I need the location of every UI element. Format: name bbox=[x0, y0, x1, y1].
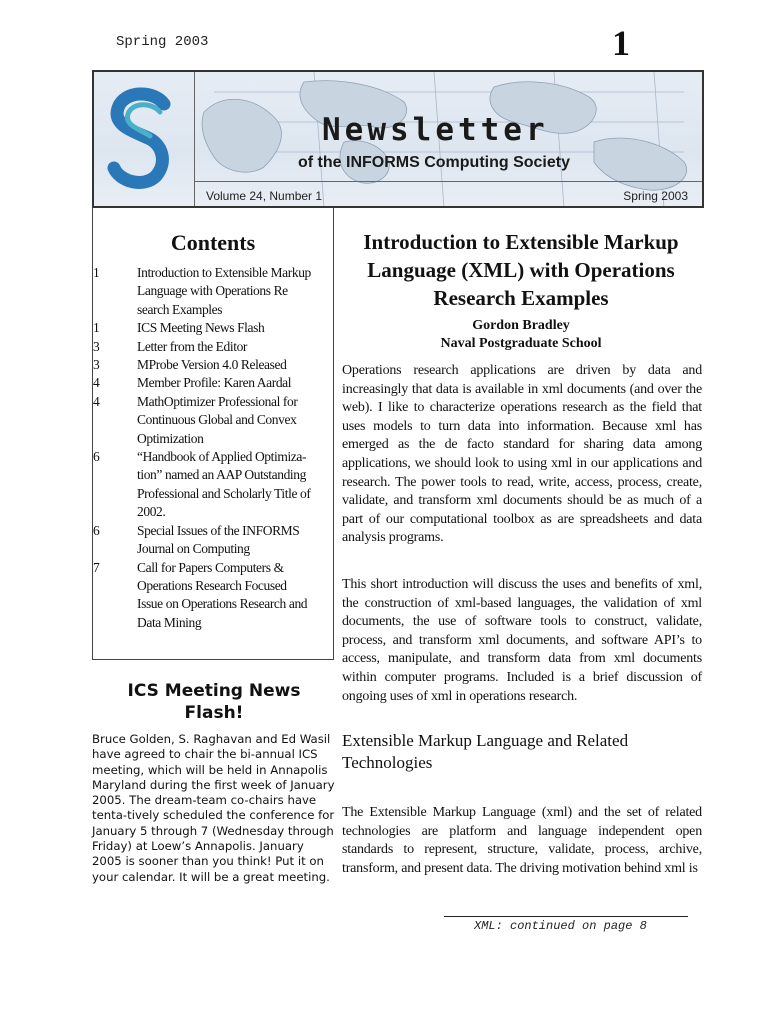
masthead-subtitle: of the INFORMS Computing Society bbox=[298, 154, 570, 171]
contents-item-line: ICS Meeting News Flash bbox=[137, 320, 265, 336]
article-title: Introduction to Extensible Markup Language (XML) with Operations Research Examples bbox=[363, 230, 679, 310]
contents-item-line: 2002. bbox=[137, 504, 166, 520]
article-paragraph-1: Operations research applications are driven by data and increasingly that data is available in xml documents (and over the web). I like to characterize operations research as the field that uses models to turn data into information. Because xml has emerged as the de facto standard for sharing data among applications, we should look to using xml in our applications and research. The power tools to read, write, access, process, create, validate, and transform xml documents should be as much of a part of our computational toolbox as are spreadsheets and data analysis programs. bbox=[342, 363, 702, 546]
contents-heading: Contents bbox=[170, 230, 256, 255]
article-author: Gordon Bradley bbox=[472, 318, 570, 333]
contents-item-line: MathOptimizer Professional for bbox=[137, 393, 298, 409]
contents-item-page: 6 bbox=[93, 449, 100, 465]
contents-item-line: Professional and Scholarly Title of bbox=[137, 485, 311, 501]
contents-list bbox=[93, 264, 331, 632]
contents-item-page: 1 bbox=[93, 320, 100, 336]
contents-item bbox=[93, 319, 331, 337]
contents-item-line: Language with Operations Re bbox=[137, 283, 288, 299]
contents-item-line: Data Mining bbox=[137, 614, 202, 630]
contents-item bbox=[93, 522, 331, 559]
contents-item bbox=[93, 356, 331, 374]
contents-item-page: 7 bbox=[93, 559, 100, 575]
contents-item-line: Member Profile: Karen Aardal bbox=[137, 375, 292, 391]
contents-item-line: search Examples bbox=[137, 301, 223, 317]
contents-item-page: 1 bbox=[93, 265, 100, 280]
masthead bbox=[92, 70, 704, 208]
contents-item-line: Operations Research Focused bbox=[137, 577, 287, 593]
contents-item-line: Introduction to Extensible Markup bbox=[137, 265, 311, 280]
ics-s-logo-icon bbox=[102, 82, 182, 198]
masthead-date: Spring 2003 bbox=[623, 189, 688, 203]
contents-item-line: Call for Papers Computers & bbox=[137, 559, 284, 575]
article-paragraph-3: The Extensible Markup Language (xml) and the set of related technologies are platform and language independent open standards to represent, structure, validate, process, archive, transform, and present data. The driving motivation behind xml is bbox=[342, 805, 702, 876]
ics-flash-title: ICS Meeting News Flash! bbox=[127, 681, 301, 723]
masthead-rule bbox=[194, 181, 702, 182]
contents-item-page: 6 bbox=[93, 522, 100, 538]
contents-item-line: MProbe Version 4.0 Released bbox=[137, 357, 287, 373]
contents-item-line: Continuous Global and Convex bbox=[137, 412, 297, 428]
continued-rule bbox=[444, 916, 688, 917]
continued-note: XML: continued on page 8 bbox=[474, 919, 647, 933]
contents-item-line: Special Issues of the INFORMS bbox=[137, 522, 300, 538]
contents-item-page: 3 bbox=[93, 357, 100, 373]
contents-item-line: Optimization bbox=[137, 430, 204, 446]
contents-item-line: Journal on Computing bbox=[137, 541, 250, 557]
page-number: 1 bbox=[612, 23, 630, 63]
contents-item-page: 4 bbox=[93, 375, 100, 391]
contents-item-line: Letter from the Editor bbox=[137, 338, 248, 354]
ics-flash-body: Bruce Golden, S. Raghavan and Ed Wasil have agreed to chair the bi-annual ICS meeting, which will be held in Annapolis Maryland during the first week of January 2005. The dream-team co-chairs have tenta-tively scheduled the conference for January 5 through 7 (Wednesday through Friday) at Loew’s Annapolis. January 2005 is sooner than you think! Put it on your calendar. It will be a great meeting. bbox=[92, 732, 335, 884]
contents-item-page: 4 bbox=[93, 393, 100, 409]
contents-item bbox=[93, 264, 331, 319]
contents-item bbox=[93, 374, 331, 392]
article-paragraph-2: This short introduction will discuss the uses and benefits of xml, the construction of xml-based languages, the validation of xml documents, the use of software tools to construct, validate, process, and transform xml documents, and software API’s to access, manipulate, and transform data from xml documents within computer programs. Included is a brief discussion of ongoing uses of xml in operations research. bbox=[342, 577, 702, 704]
contents-item bbox=[93, 338, 331, 356]
masthead-volume: Volume 24, Number 1 bbox=[206, 189, 323, 203]
contents-item bbox=[93, 448, 331, 522]
masthead-divider bbox=[194, 72, 195, 206]
article-affiliation: Naval Postgraduate School bbox=[440, 336, 602, 351]
contents-box bbox=[92, 208, 334, 660]
running-header-season: Spring 2003 bbox=[116, 34, 209, 50]
contents-item bbox=[93, 559, 331, 633]
section-heading: Extensible Markup Language and Related Technologies bbox=[342, 731, 629, 772]
contents-item-line: Issue on Operations Research and bbox=[137, 596, 308, 612]
contents-item-line: “Handbook of Applied Optimiza- bbox=[137, 449, 307, 465]
masthead-title: Newsletter bbox=[322, 112, 549, 148]
contents-item-page: 3 bbox=[93, 338, 100, 354]
contents-item-line: tion” named an AAP Outstanding bbox=[137, 467, 306, 483]
contents-item bbox=[93, 393, 331, 448]
